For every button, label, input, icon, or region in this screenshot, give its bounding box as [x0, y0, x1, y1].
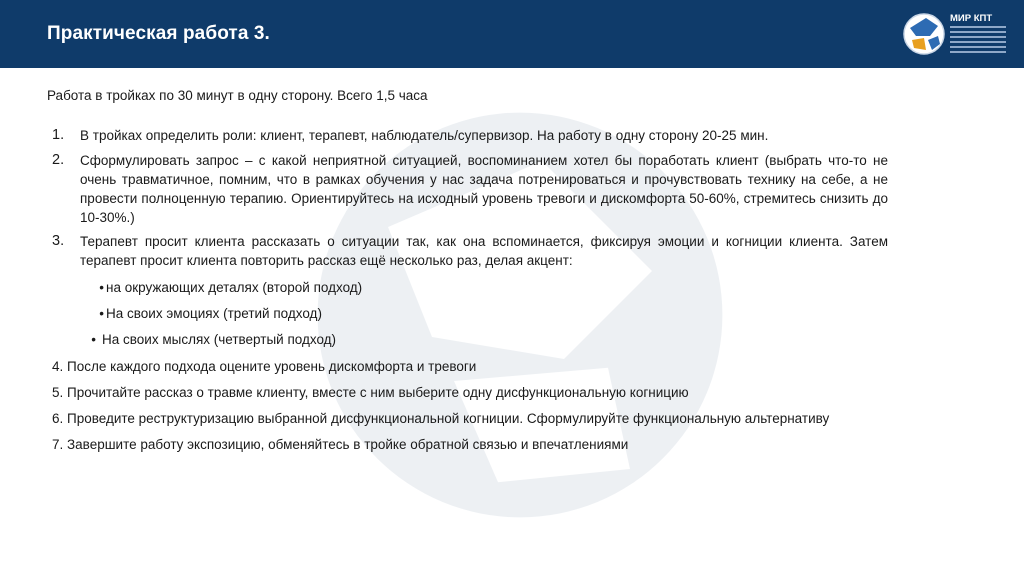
bullet-text: На своих эмоциях (третий подход) [106, 306, 322, 321]
bullet-marker: • [91, 332, 96, 347]
bullet-text: на окружающих деталях (второй подход) [106, 280, 363, 295]
logo-tagline [950, 26, 1006, 56]
bullet-marker: • [99, 280, 104, 295]
bullet-item [52, 278, 888, 297]
bullet-marker: • [99, 306, 104, 321]
logo-name: МИР КПТ [950, 13, 993, 24]
list-item [52, 151, 888, 227]
list-item [52, 126, 888, 145]
list-number: 1. [52, 127, 65, 143]
list-number: 3. [52, 233, 65, 249]
header-bar [0, 0, 1024, 68]
logo [902, 10, 1012, 60]
list-text: Терапевт просит клиента рассказать о ситуации так, как она вспоминается, фиксируя эмоции и когниции клиента. Затем терапевт просит клиента повторить рассказ ещё несколько раз, делая акцент: [80, 234, 888, 268]
page-title: Практическая работа 3. [47, 23, 270, 44]
bullet-item [52, 304, 888, 323]
list-item: 6. Проведите реструктуризацию выбранной дисфункциональной когниции. Сформулируйте функциональную альтернативу [52, 411, 830, 426]
list-item: 5. Прочитайте рассказ о травме клиенту, вместе с ним выберите одну дисфункциональную когницию [52, 385, 689, 400]
list-item [52, 232, 888, 270]
bullet-text: На своих мыслях (четвертый подход) [102, 332, 337, 347]
content-body [52, 126, 888, 454]
globe-logo-icon [902, 12, 946, 56]
list-text: Сформулировать запрос – с какой неприятной ситуацией, воспоминанием хотел бы поработать клиент (выбрать что-то не очень травматичное, помним, что в рамках обучения у нас задача потренироваться и прочувствовать технику на себе, а не провести полноценную терапию. Ориентируйтесь на исходный уровень тревоги и дискомфорта 50-60%, стремитесь снизить до 10-30%.) [80, 153, 888, 225]
subtitle: Работа в тройках по 30 минут в одну сторону. Всего 1,5 часа [47, 88, 428, 103]
list-text: В тройках определить роли: клиент, терапевт, наблюдатель/супервизор. На работу в одну сторону 20-25 мин. [80, 128, 769, 143]
list-item: 7. Завершите работу экспозицию, обменяйтесь в тройке обратной связью и впечатлениями [52, 437, 629, 452]
bullet-item [52, 330, 888, 349]
list-item: 4. После каждого подхода оцените уровень дискомфорта и тревоги [52, 359, 477, 374]
list-number: 2. [52, 152, 65, 168]
